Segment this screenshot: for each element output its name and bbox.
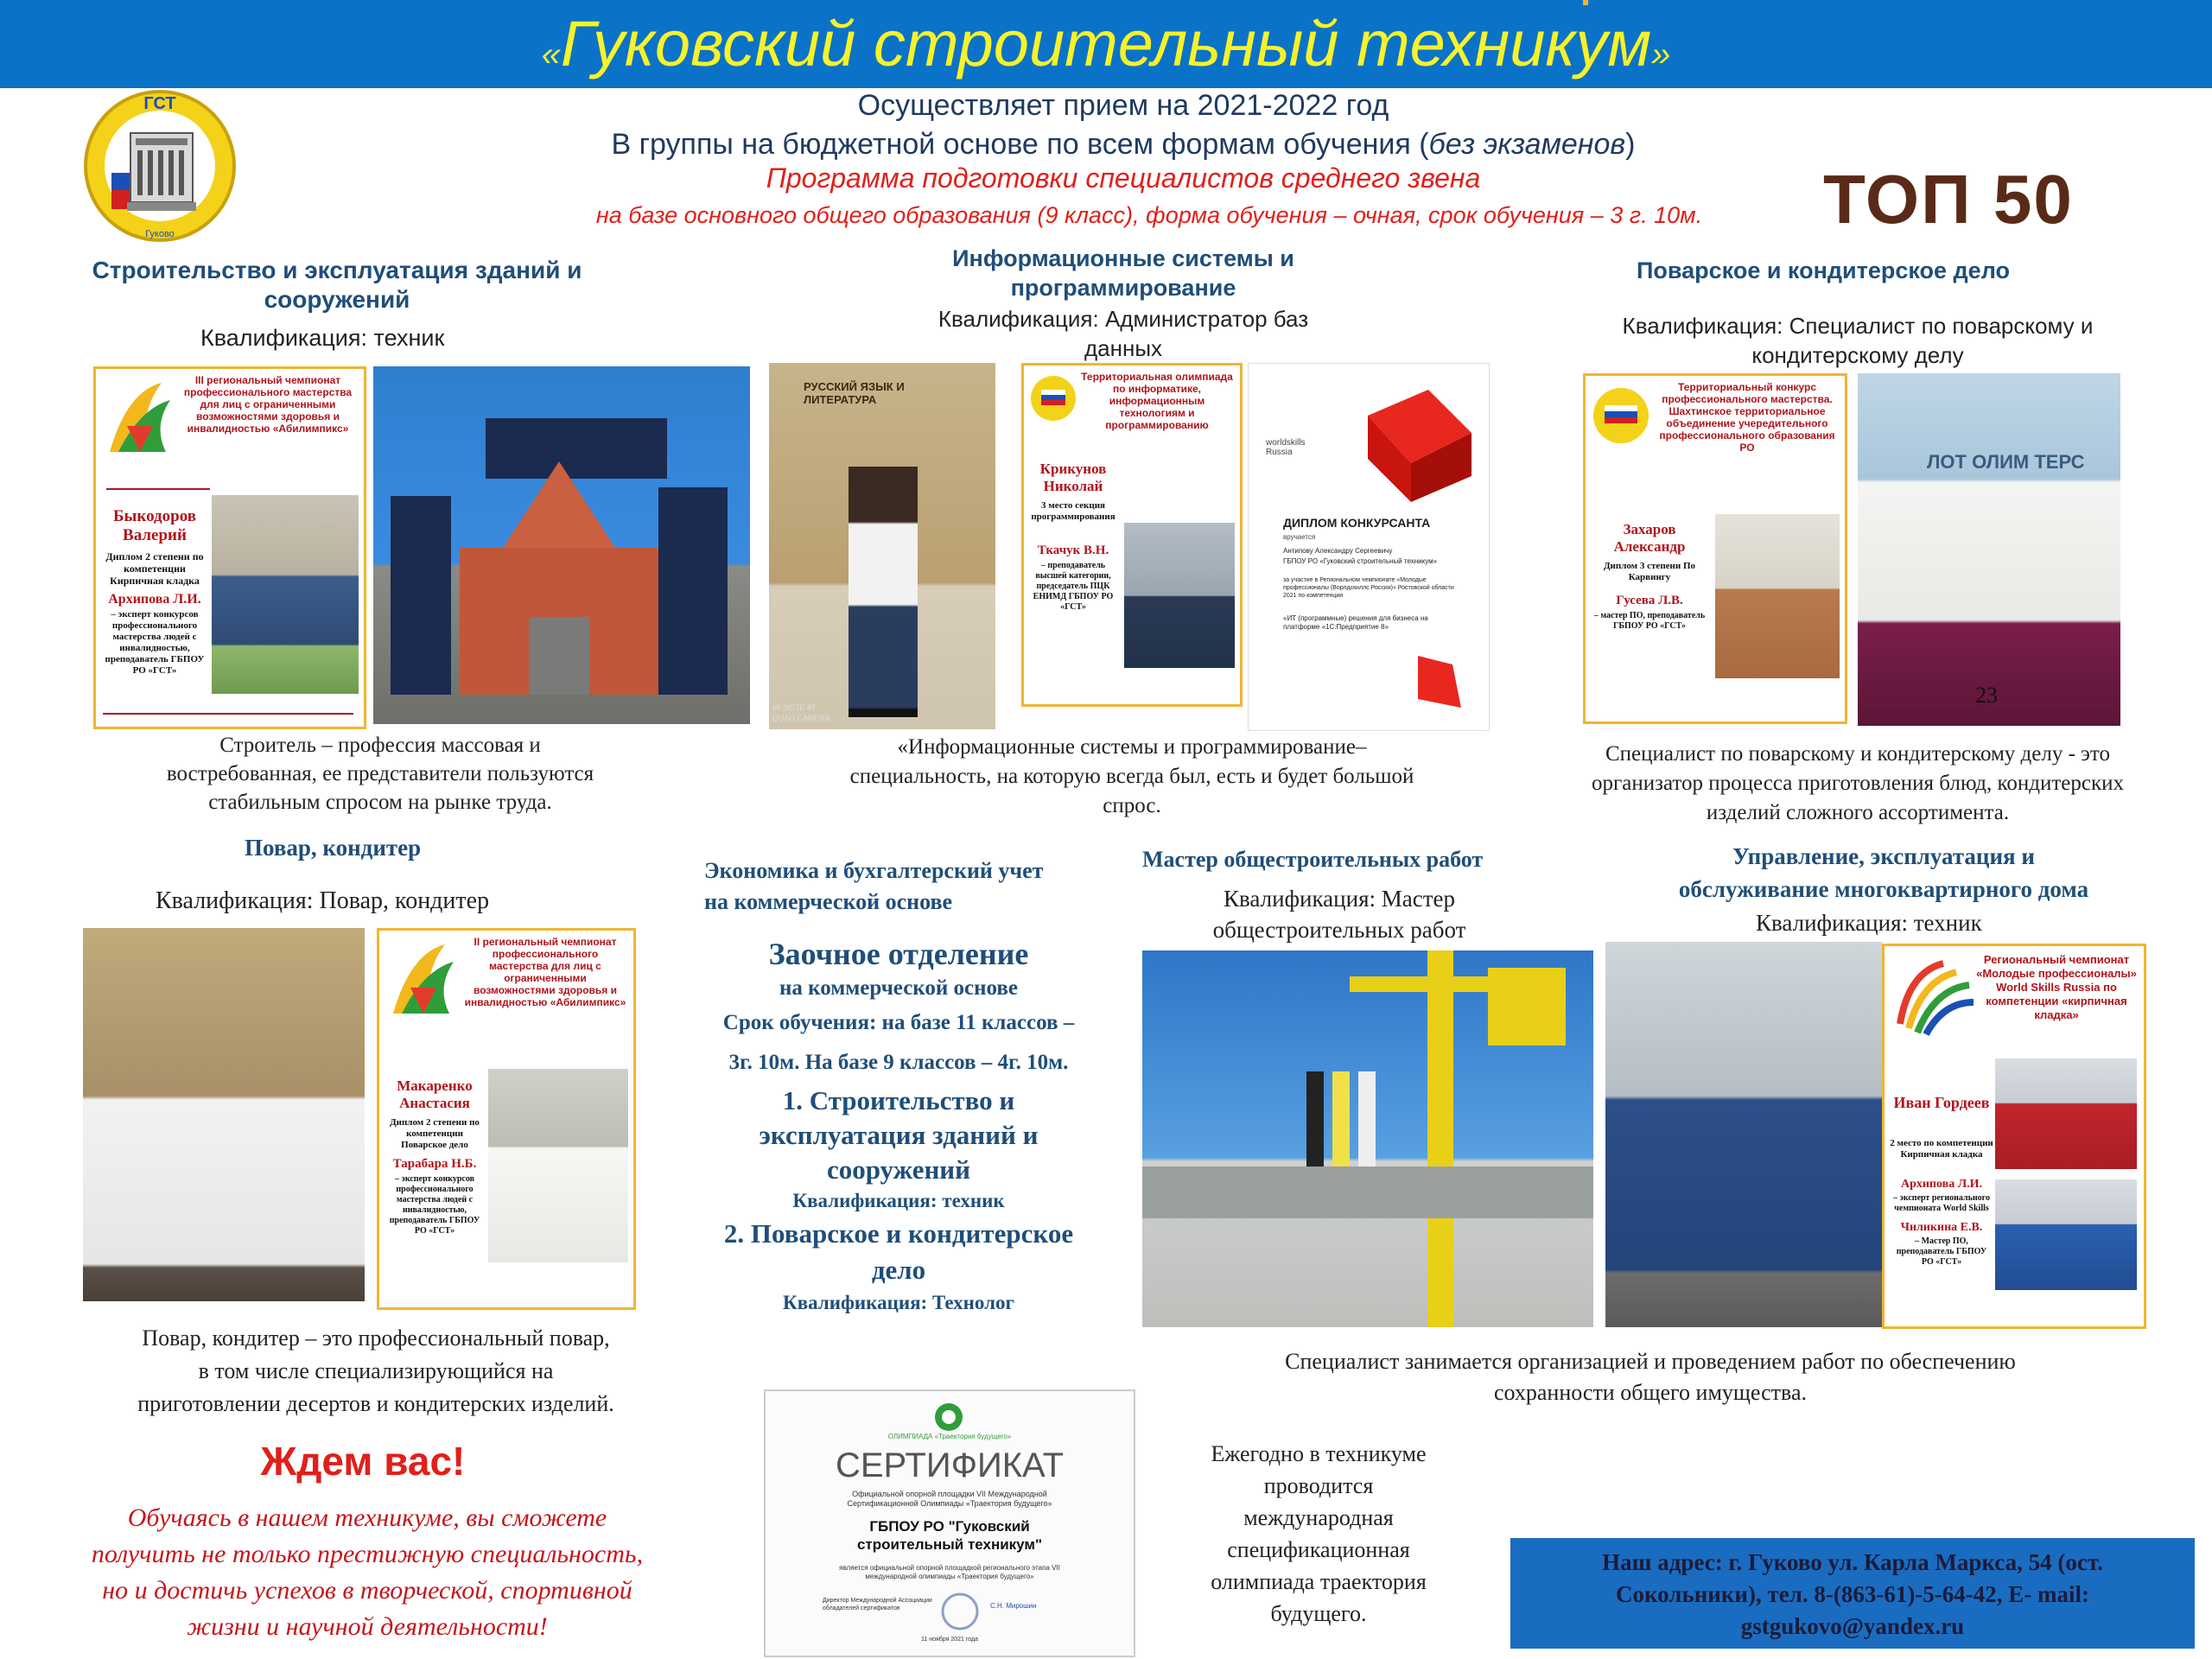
section3-poster-name: Захаров Александр (1613, 521, 1686, 555)
section2-poster-teacher: – преподаватель высшей категории, председатель ПЦК ЕНИМД ГБПОУ РО «ГСТ» (1033, 561, 1114, 612)
section7-poster-photo-1 (1995, 1058, 2137, 1169)
section7-award-poster (1882, 944, 2146, 1329)
section3-desc-l1: Специалист по поварскому и кондитерскому делу - это (1605, 742, 2110, 766)
certificate-sign-left: Директор Международной Ассоциации обладателей сертификатов (823, 1598, 932, 1611)
worldskills-brand: worldskills Russia (1266, 438, 1306, 457)
intro-base: на базе основного общего образования (9 класс), форма обучения – очная, срок обучения – 3 г. 10м. (595, 202, 1703, 228)
section7-title (1624, 840, 2143, 906)
section67-desc (1192, 1346, 2108, 1408)
section2-award-poster (1021, 363, 1243, 707)
diploma-competence: «ИТ (программные) решения для бизнеса на платформе «1С:Предприятие 8» (1283, 614, 1428, 631)
section2-poster-teacher-name: Ткачук В.Н. (1037, 543, 1109, 557)
certificate-org-l1: ГБПОУ РО "Гуковский (869, 1518, 1030, 1535)
certificate-sub: Официальной опорной площадки VII Международной Сертификационной Олимпиады «Траектория будущего» (847, 1490, 1052, 1508)
section2-desc-l3: спрос. (1103, 794, 1161, 817)
section2-photo-student (769, 363, 995, 729)
section2-desc (795, 733, 1469, 821)
section3-award-poster (1583, 373, 1847, 724)
address-box (1510, 1538, 2195, 1649)
item1-l3: сооружений (826, 1154, 971, 1185)
intro-line-1: Осуществляет прием на 2021-2022 год (857, 89, 1389, 122)
section1-desc-l1: Строитель – профессия массовая и (219, 734, 541, 757)
section2-poster-name: Крикунов Николай (1039, 461, 1107, 494)
student-figure (849, 467, 918, 717)
section3-photo-chefs (1858, 373, 2120, 726)
welcome-l1: Обучаясь в нашем техникуме, вы сможете (127, 1503, 607, 1532)
section2-title-l2: программирование (1010, 275, 1236, 301)
diploma-title: ДИПЛОМ КОНКУРСАНТА (1283, 516, 1431, 530)
section1-poster-expert: – эксперт конкурсов профессионального мастерства людей с инвалидностью, преподаватель ГБПОУ РО «ГСТ» (105, 609, 205, 676)
college-logo (73, 83, 245, 249)
worldskills-logo (1891, 955, 1978, 1041)
zaoch-title: Заочное отделение (768, 937, 1029, 971)
table-number: 23 (1975, 683, 1998, 708)
section4-title: Повар, кондитер (245, 835, 422, 861)
section1-poster-title: III региональный чемпионат профессионального мастерства для лиц с ограниченными возможностями здоровья и инвалидностью «Абилимпикс» (183, 374, 353, 435)
welcome-l2: получить не только престижную специальность, (91, 1540, 644, 1568)
section4-desc-l3: приготовлении десертов и кондитерских изделий. (137, 1391, 614, 1416)
address-email[interactable]: gstgukovo@yandex.ru (1740, 1613, 1965, 1639)
section2-desc-l1: «Информационные системы и программирование– (897, 735, 1367, 759)
section6-qual-l1: Квалификация: Мастер (1223, 886, 1455, 912)
section1-desc (112, 731, 648, 817)
section3-poster-anchor (1583, 0, 1588, 5)
olymp-l2: проводится (1263, 1473, 1374, 1498)
intro-line-2-italic: без экзаменов (1428, 128, 1626, 161)
section7-poster-title: Региональный чемпионат «Молодые профессионалы» World Skills Russia по компетенции «кирпичная кладка» (1976, 953, 2137, 1021)
intro-line-2-end: ) (1625, 128, 1636, 161)
olymp-l6: будущего. (1270, 1601, 1367, 1626)
section3-qual-l2: кондитерскому делу (1751, 342, 1964, 368)
certificate-title: СЕРТИФИКАТ (835, 1446, 1065, 1484)
section3-poster-teacher: – мастер ПО, преподаватель ГБПОУ РО «ГСТ» (1593, 611, 1706, 631)
section5-title-l1: Экономика и бухгалтерский учет (704, 858, 1044, 883)
section7-poster-master: – Мастер ПО, преподаватель ГБПОУ РО «ГСТ» (1896, 1236, 1987, 1267)
section1-poster-name: Быкодоров Валерий (112, 507, 196, 544)
section3-title: Поварское и кондитерское дело (1637, 257, 2010, 283)
section7-poster-place: 2 место по компетенции Кирпичная кладка (1890, 1138, 1993, 1160)
section5-zaoch (665, 935, 1132, 1319)
ornament-bottom (103, 701, 353, 715)
poster-logo (1029, 371, 1077, 426)
intro-line-2-text: В группы на бюджетной основе по всем формам обучения ( (611, 128, 1429, 161)
welcome-text (52, 1500, 683, 1645)
section7-title-l1: Управление, эксплуатация и (1732, 843, 2035, 869)
welcome-l3: но и достичь успехов в творческой, спортивной (102, 1576, 632, 1605)
certificate-seal (938, 1590, 982, 1633)
quote-close: » (1651, 35, 1671, 73)
photo-banner-text: ЛОТ ОЛИМ ТЕРС (1927, 451, 2085, 473)
olympiad-text (1172, 1438, 1465, 1630)
section3-poster-photo (1715, 514, 1840, 678)
section4-award-poster (377, 928, 636, 1310)
section2-qual-l1: Квалификация: Администратор баз (938, 306, 1309, 332)
section7-photo-worker (1605, 942, 1882, 1327)
section4-desc (78, 1322, 674, 1421)
section1-title-l1: Строительство и эксплуатация зданий и (92, 257, 582, 283)
svg-text:ГСТ: ГСТ (143, 94, 176, 113)
olympiad-logo (930, 1400, 968, 1434)
certificate-text: является официальной опорной площадкой регионального этапа VII международной олимпиады «Траектория будущего» (839, 1564, 1060, 1580)
section4-poster-name: Макаренко Анастасия (397, 1077, 473, 1111)
section3-desc (1538, 740, 2177, 828)
intro-line-2 (484, 128, 1763, 162)
section1-desc-l3: стабильным спросом на рынке труда. (208, 791, 552, 814)
abilympics-logo (101, 374, 179, 461)
section7-poster-name: Иван Гордеев (1893, 1094, 1990, 1111)
camera-stamp-1: MI NOTE 8T (772, 703, 817, 712)
section2-title (864, 244, 1382, 302)
diploma-person: Антипову Александру Сергеевичу (1283, 547, 1393, 555)
section7-title-l2: обслуживание многоквартирного дома (1678, 876, 2089, 902)
section4-poster-diploma: Диплом 2 степени по компетенции Поварское дело (390, 1117, 480, 1150)
section1-poster-diploma: Диплом 2 степени по компетенции Кирпичная кладка (105, 550, 204, 587)
intro-program: Программа подготовки специалистов среднего звена (766, 162, 1481, 194)
red-cube-graphic (1351, 381, 1480, 511)
title-text: Гуковский строительный техникум (560, 8, 1652, 79)
section3-poster-title: Территориальный конкурс профессионального мастерства. Шахтинское территориальное объединение учередительного профессионального образования РО (1659, 381, 1835, 454)
section3-poster-teacher-name: Гусева Л.В. (1616, 594, 1683, 607)
section3-desc-l3: изделий сложного ассортимента. (1706, 801, 2010, 824)
section1-title (78, 256, 596, 315)
section2-poster-title: Территориальная олимпиада по информатике, информационным технологиям и программированию (1081, 371, 1233, 431)
section4-qual: Квалификация: Повар, кондитер (156, 887, 490, 914)
certificate-org-l2: строительный техникум" (856, 1536, 1043, 1553)
section2-qual (864, 304, 1382, 363)
section7-poster-photo-2 (1995, 1179, 2137, 1290)
section4-poster-expert: – эксперт конкурсов профессионального мастерства людей с инвалидностью, преподаватель ГБПОУ РО «ГСТ» (389, 1174, 480, 1236)
diploma-org: ГБПОУ РО «Гуковский строительный техникум» (1283, 557, 1438, 565)
svg-text:Гуково: Гуково (145, 229, 175, 239)
crane-graphic (1142, 950, 1593, 1327)
certificate-sign-name: С.Н. Мирошин (990, 1602, 1037, 1610)
olymp-l3: международная (1243, 1505, 1394, 1530)
section1-poster-photo (212, 495, 359, 694)
ornament (106, 488, 210, 502)
olymp-l1: Ежегодно в техникуме (1211, 1441, 1427, 1466)
olymp-l5: олимпиада траектория (1211, 1569, 1427, 1594)
zaoch-term-1: Срок обучения: на базе 11 классов – (722, 1011, 1075, 1034)
item1-l2: эксплуатация зданий и (759, 1120, 1039, 1150)
zaoch-term-2: 3г. 10м. На базе 9 классов – 4г. 10м. (728, 1051, 1069, 1074)
welcome-l4: жизни и научной деятельности! (187, 1612, 548, 1641)
section6-qual (1158, 883, 1521, 945)
section3-qual-l1: Квалификация: Специалист по поварскому и (1622, 313, 2094, 339)
item2-l1: 2. Поварское и кондитерское (723, 1218, 1074, 1249)
section5-title-l2: на коммерческой основе (704, 889, 953, 914)
section7-poster-expert-name: Архипова Л.И. (1900, 1178, 1983, 1191)
section2-desc-l2: специальность, на которую всегда был, есть и будет большой (849, 765, 1414, 788)
address-text (1510, 1547, 2195, 1643)
certificate-date: 11 ноября 2021 года (921, 1637, 978, 1643)
olymp-l4: спецификационная (1227, 1537, 1410, 1562)
item1-l1: 1. Строительство и (782, 1085, 1015, 1116)
section2-diploma (1248, 363, 1490, 731)
section1-award-poster (93, 366, 366, 729)
section3-desc-l2: организатор процесса приготовления блюд, кондитерских (1591, 772, 2124, 795)
section7-poster-expert: – эксперт регионального чемпионата World Skills (1893, 1193, 1990, 1213)
section1-photo-brickwork (373, 366, 750, 724)
section7-qual: Квалификация: техник (1756, 910, 1982, 936)
desc67-l2: сохранности общего имущества. (1494, 1380, 1807, 1405)
section4-poster-expert-name: Тарабара Н.Б. (392, 1157, 477, 1171)
red-cube-small (1401, 639, 1478, 716)
certificate (764, 1389, 1135, 1657)
section2-poster-photo (1124, 523, 1235, 668)
section1-poster-expert-name: Архипова Л.И. (108, 592, 201, 607)
address-l2: Сокольники), тел. 8-(863-61)-5-64-42, E- mail: (1615, 1581, 2090, 1607)
section4-desc-l1: Повар, кондитер – это профессиональный повар, (142, 1325, 610, 1351)
section3-poster-diploma: Диплом 3 степени По Карвингу (1603, 561, 1696, 582)
abilympics-logo-2 (385, 936, 462, 1022)
section1-desc-l2: востребованная, ее представители пользуются (166, 762, 594, 785)
address-l1: Наш адрес: г. Гуково ул. Карла Маркса, 54 (ост. (1602, 1549, 2103, 1575)
section6-photo-crane (1142, 950, 1593, 1327)
section6-qual-l2: общестроительных работ (1212, 917, 1466, 943)
top50-badge: ТОП 50 (1823, 161, 2074, 238)
section6-title: Мастер общестроительных работ (1142, 847, 1484, 872)
section4-poster-photo (488, 1069, 628, 1262)
quote-open: « (541, 35, 561, 73)
section3-qual (1573, 311, 2143, 370)
section4-desc-l2: в том числе специализирующийся на (198, 1358, 554, 1383)
diploma-awarded: вручается (1283, 533, 1316, 541)
section4-poster-title: II региональный чемпионат профессионального мастерства для лиц с ограниченными возможностями здоровья и инвалидностью «Абилимпикс» (464, 936, 626, 1008)
olympiad-logo-text: ОЛИМПИАДА «Траектория будущего» (887, 1433, 1012, 1440)
diploma-text: за участие в Региональном чемпионате «Молодые профессионалы (Ворлдскиллс Россия)» Ростовской области 2021 по компетенции (1283, 577, 1454, 599)
section7-poster-master-name: Чиликина Е.В. (1900, 1221, 1983, 1234)
desc67-l1: Специалист занимается организацией и проведением работ по обеспечению (1285, 1349, 2016, 1374)
section2-title-l1: Информационные системы и (952, 245, 1294, 271)
brick-structure (373, 366, 750, 724)
classroom-sign: РУССКИЙ ЯЗЫК И ЛИТЕРАТУРА (804, 380, 905, 406)
item2-l2: дело (871, 1255, 926, 1285)
section1-title-l2: сооружений (264, 286, 410, 313)
poster-logo-2 (1591, 381, 1651, 450)
item2-qual: Квалификация: Технолог (783, 1292, 1014, 1313)
page-title (0, 0, 2212, 88)
section4-photo-cooks (83, 928, 365, 1301)
camera-stamp-2: QUAD CAMERA (772, 714, 831, 722)
certificate-org (766, 1517, 1134, 1554)
welcome-title: Ждем вас! (260, 1439, 466, 1484)
item1-qual: Квалификация: техник (792, 1190, 1005, 1211)
section1-qual: Квалификация: техник (200, 325, 445, 351)
section2-qual-l2: данных (1084, 335, 1163, 361)
section2-poster-place: 3 место секция программирования (1031, 500, 1116, 522)
section5-title (704, 855, 1043, 918)
zaoch-commercial: на коммерческой основе (779, 976, 1018, 1000)
